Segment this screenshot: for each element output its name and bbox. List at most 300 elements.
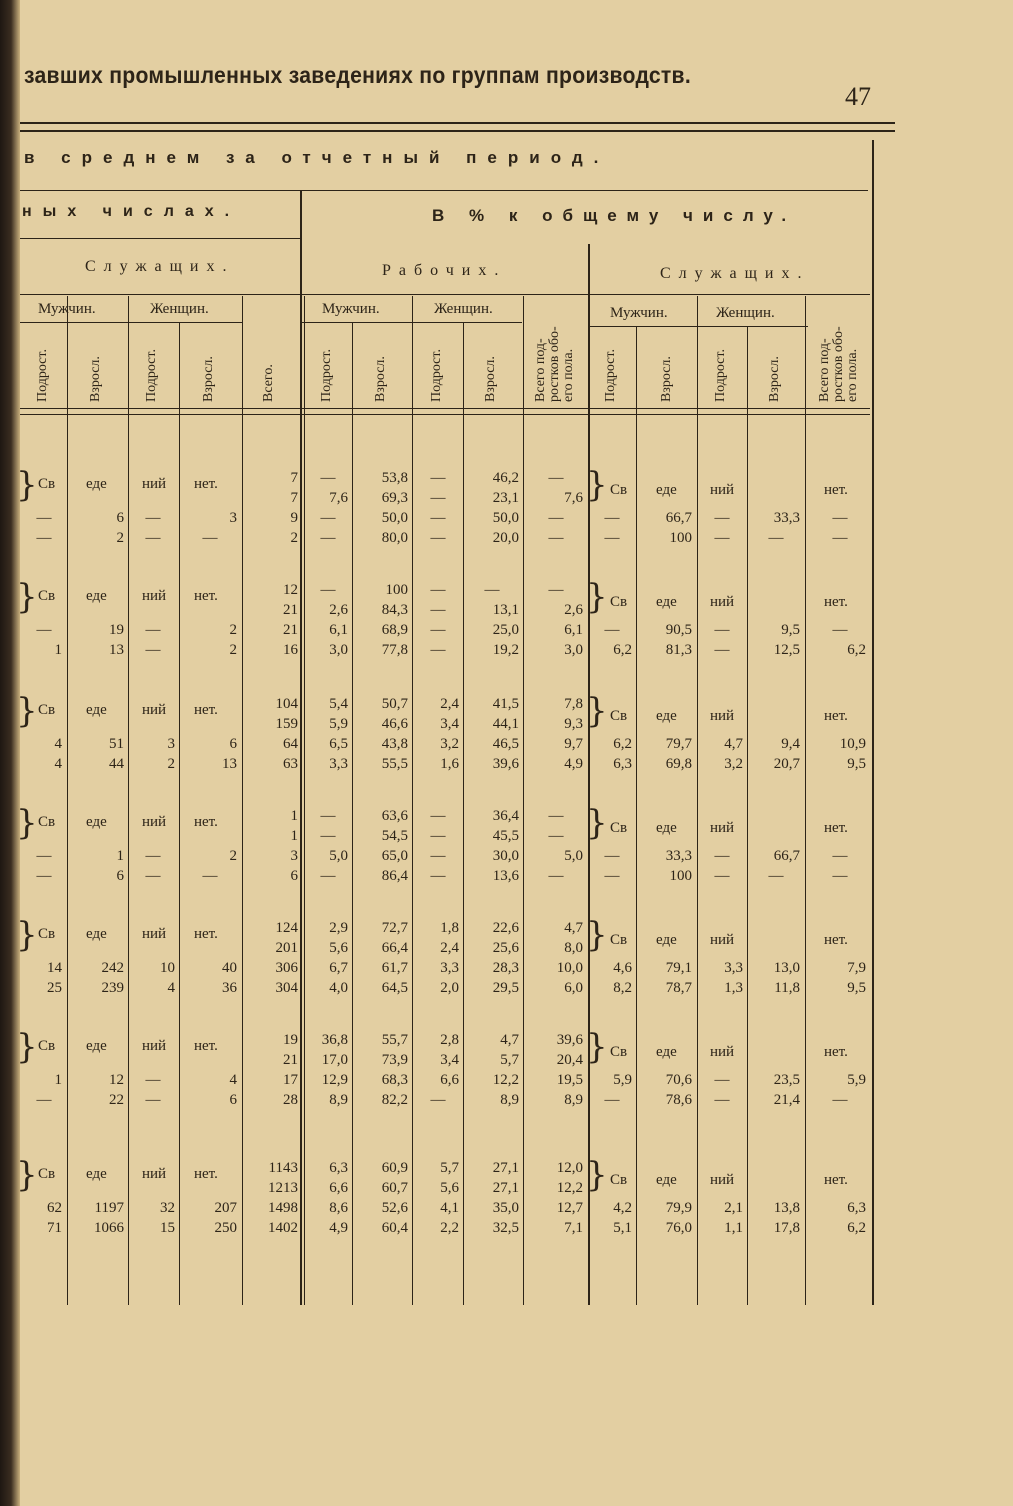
table-cell: 2,6 [329, 602, 348, 618]
table-cell: 100 [385, 582, 408, 598]
page-title: завших промышленных заведениях по группам производств. [24, 62, 691, 88]
table-cell: 72,7 [381, 920, 408, 936]
table-cell: 73,9 [381, 1052, 408, 1068]
column-header: Всего под-ростков обо-его пола. [533, 326, 576, 402]
table-cell: 207 [214, 1200, 237, 1216]
column-header: Всего. [261, 364, 276, 402]
table-cell: — [714, 868, 730, 884]
rule-abs [20, 238, 300, 239]
no-data-note: еде [86, 588, 107, 604]
brace-mark: } [586, 691, 608, 731]
table-cell: 3 [229, 510, 237, 526]
table-cell: 306 [275, 960, 298, 976]
men-label-r: Мужчин. [610, 305, 668, 321]
table-cell: 7 [290, 490, 298, 506]
table-cell: 6,5 [329, 736, 348, 752]
table-cell: 8,9 [500, 1092, 519, 1108]
table-cell: 4,6 [613, 960, 632, 976]
table-cell: 63 [283, 756, 298, 772]
table-cell: — [430, 530, 446, 546]
table-cell: 27,1 [492, 1180, 519, 1196]
table-cell: 44,1 [492, 716, 519, 732]
table-cell: 12,0 [556, 1160, 583, 1176]
no-data-note: ний [142, 588, 167, 604]
table-cell: 84,3 [381, 602, 408, 618]
heading-workers-pct: Рабочих. [382, 262, 507, 279]
brace-mark: } [586, 465, 608, 505]
table-cell: 5,4 [329, 696, 348, 712]
table-cell: — [430, 602, 446, 618]
no-data-note: нет. [824, 1172, 848, 1188]
men-label-l: Мужчин. [38, 301, 96, 317]
no-data-note: ний [142, 814, 167, 830]
table-cell: 79,1 [665, 960, 692, 976]
table-cell: 39,6 [492, 756, 519, 772]
brace-mark: } [16, 577, 38, 617]
table-cell: — [36, 530, 52, 546]
table-cell: — [145, 510, 161, 526]
no-data-note: ний [142, 702, 167, 718]
table-cell: 4 [229, 1072, 237, 1088]
rule-colhead [20, 408, 870, 409]
table-cell: 1 [290, 808, 298, 824]
table-cell: 68,3 [381, 1072, 408, 1088]
table-cell: 43,8 [381, 736, 408, 752]
table-cell: 3,0 [329, 642, 348, 658]
vrule-c3 [179, 322, 180, 1305]
no-data-note: нет. [194, 476, 218, 492]
table-cell: 10,9 [839, 736, 866, 752]
table-cell: 81,3 [665, 642, 692, 658]
table-cell: 159 [275, 716, 298, 732]
book-spine [0, 0, 20, 1506]
table-cell: 9,5 [847, 980, 866, 996]
no-data-note: нет. [194, 926, 218, 942]
table-cell: 23,5 [773, 1072, 800, 1088]
table-cell: 55,7 [381, 1032, 408, 1048]
table-cell: 20,0 [492, 530, 519, 546]
table-cell: — [145, 622, 161, 638]
table-cell: 51 [109, 736, 124, 752]
no-data-note: ний [142, 476, 167, 492]
men-label-m: Мужчин. [322, 301, 380, 317]
table-cell: 250 [214, 1220, 237, 1236]
heading-abs: ных числах. [22, 203, 241, 220]
table-cell: 100 [669, 868, 692, 884]
table-cell: 78,6 [665, 1092, 692, 1108]
table-cell: 28,3 [492, 960, 519, 976]
table-cell: — [604, 510, 620, 526]
table-cell: 2,4 [440, 940, 459, 956]
heading-serv-left: Служащих. [85, 258, 235, 275]
table-cell: 70,6 [665, 1072, 692, 1088]
no-data-note: Св [38, 588, 56, 604]
table-cell: — [145, 848, 161, 864]
table-cell: 3 [167, 736, 175, 752]
table-cell: 53,8 [381, 470, 408, 486]
no-data-note: Св [610, 932, 628, 948]
table-cell: 100 [669, 530, 692, 546]
table-cell: 29,5 [492, 980, 519, 996]
table-cell: 22 [109, 1092, 124, 1108]
table-cell: 50,7 [381, 696, 408, 712]
table-cell: 23,1 [492, 490, 519, 506]
table-cell: 21 [283, 1052, 298, 1068]
table-cell: — [714, 1092, 730, 1108]
table-cell: 12,9 [321, 1072, 348, 1088]
table-cell: 6,6 [440, 1072, 459, 1088]
table-cell: 68,9 [381, 622, 408, 638]
brace-mark: } [16, 915, 38, 955]
no-data-note: еде [656, 594, 677, 610]
table-cell: 32 [160, 1200, 175, 1216]
table-cell: 4,2 [613, 1200, 632, 1216]
table-cell: 2,0 [440, 980, 459, 996]
table-cell: 2 [116, 530, 124, 546]
table-cell: — [430, 642, 446, 658]
table-cell: 4,9 [564, 756, 583, 772]
table-cell: 12 [109, 1072, 124, 1088]
women-label-m: Женщин. [434, 301, 493, 317]
brace-mark: } [586, 915, 608, 955]
table-cell: 17,8 [773, 1220, 800, 1236]
table-cell: — [36, 510, 52, 526]
table-cell: 90,5 [665, 622, 692, 638]
table-cell: 17 [283, 1072, 298, 1088]
table-cell: 66,7 [773, 848, 800, 864]
no-data-note: ний [710, 932, 735, 948]
table-cell: 5,6 [440, 1180, 459, 1196]
table-cell: 1 [116, 848, 124, 864]
table-cell: 60,4 [381, 1220, 408, 1236]
no-data-note: нет. [824, 708, 848, 724]
brace-mark: } [586, 1027, 608, 1067]
table-cell: 8,0 [564, 940, 583, 956]
vrule-c2 [128, 296, 129, 1305]
table-cell: — [320, 582, 336, 598]
table-cell: — [320, 828, 336, 844]
heading-serv-pct: Служащих. [660, 265, 810, 282]
table-cell: — [145, 1092, 161, 1108]
table-cell: 6,2 [613, 642, 632, 658]
table-cell: 5,9 [329, 716, 348, 732]
rule-colhead-2 [20, 414, 870, 415]
table-cell: 2,9 [329, 920, 348, 936]
table-cell: 16 [283, 642, 298, 658]
table-cell: 6,3 [847, 1200, 866, 1216]
column-header: Взросл. [88, 356, 103, 402]
table-cell: — [430, 808, 446, 824]
table-cell: — [714, 1072, 730, 1088]
table-cell: 1,8 [440, 920, 459, 936]
page-number: 47 [845, 82, 871, 111]
no-data-note: нет. [824, 1044, 848, 1060]
table-cell: 2,4 [440, 696, 459, 712]
table-cell: 4,1 [440, 1200, 459, 1216]
table-cell: — [320, 808, 336, 824]
table-cell: 21 [283, 602, 298, 618]
table-cell: — [832, 510, 848, 526]
table-cell: 4 [54, 756, 62, 772]
table-cell: — [548, 510, 564, 526]
table-cell: 6,2 [847, 642, 866, 658]
table-cell: — [430, 828, 446, 844]
table-cell: 60,7 [381, 1180, 408, 1196]
table-cell: — [145, 530, 161, 546]
table-cell: 21 [283, 622, 298, 638]
table-cell: 1,6 [440, 756, 459, 772]
table-cell: 3,2 [724, 756, 743, 772]
table-cell: 19,2 [492, 642, 519, 658]
vrule-abs-pct-b [304, 296, 305, 1305]
table-cell: 2,8 [440, 1032, 459, 1048]
table-cell: 2,6 [564, 602, 583, 618]
table-cell: 4,7 [724, 736, 743, 752]
table-cell: — [430, 848, 446, 864]
table-cell: — [832, 622, 848, 638]
table-cell: 6,2 [613, 736, 632, 752]
no-data-note: еде [656, 1044, 677, 1060]
table-cell: — [145, 868, 161, 884]
table-cell: 2,1 [724, 1200, 743, 1216]
table-cell: 33,3 [773, 510, 800, 526]
table-cell: 5,7 [500, 1052, 519, 1068]
table-cell: 64 [283, 736, 298, 752]
table-cell: 4 [167, 980, 175, 996]
no-data-note: Св [610, 708, 628, 724]
no-data-note: еде [86, 1038, 107, 1054]
table-cell: 2 [167, 756, 175, 772]
column-header: Взросл. [659, 356, 674, 402]
table-cell: 1402 [268, 1220, 298, 1236]
brace-mark: } [586, 803, 608, 843]
table-cell: 60,9 [381, 1160, 408, 1176]
table-cell: 46,2 [492, 470, 519, 486]
no-data-note: Св [610, 1172, 628, 1188]
table-cell: — [430, 622, 446, 638]
table-cell: 36,8 [321, 1032, 348, 1048]
table-cell: 14 [47, 960, 62, 976]
no-data-note: ний [710, 820, 735, 836]
table-cell: 13,6 [492, 868, 519, 884]
table-cell: 33,3 [665, 848, 692, 864]
table-cell: 4,9 [329, 1220, 348, 1236]
table-cell: 9,4 [781, 736, 800, 752]
table-cell: 40 [222, 960, 237, 976]
rule-top-2 [20, 130, 895, 132]
column-header: Подрост. [144, 349, 159, 402]
table-cell: — [36, 622, 52, 638]
no-data-note: нет. [194, 1038, 218, 1054]
table-cell: 36 [222, 980, 237, 996]
table-cell: 6 [116, 510, 124, 526]
vrule-c6 [412, 296, 413, 1305]
table-cell: — [430, 1092, 446, 1108]
table-cell: — [548, 808, 564, 824]
table-cell: — [548, 868, 564, 884]
table-cell: 22,6 [492, 920, 519, 936]
no-data-note: еде [86, 1166, 107, 1182]
table-cell: 2 [229, 642, 237, 658]
table-cell: 1197 [94, 1200, 124, 1216]
no-data-note: нет. [824, 594, 848, 610]
table-cell: 79,9 [665, 1200, 692, 1216]
table-cell: 19,5 [556, 1072, 583, 1088]
table-cell: 55,5 [381, 756, 408, 772]
table-cell: 4,0 [329, 980, 348, 996]
table-cell: — [36, 1092, 52, 1108]
table-cell: 3,3 [724, 960, 743, 976]
table-cell: 124 [275, 920, 298, 936]
table-cell: 71 [47, 1220, 62, 1236]
vrule-workers-serv [588, 244, 590, 1305]
no-data-note: ний [710, 1044, 735, 1060]
table-cell: 77,8 [381, 642, 408, 658]
table-cell: 19 [283, 1032, 298, 1048]
table-cell: 11,8 [774, 980, 800, 996]
table-cell: — [430, 868, 446, 884]
table-cell: 12,5 [773, 642, 800, 658]
table-cell: 1 [290, 828, 298, 844]
table-cell: — [604, 848, 620, 864]
table-cell: 41,5 [492, 696, 519, 712]
table-cell: 8,6 [329, 1200, 348, 1216]
no-data-note: Св [610, 482, 628, 498]
column-header: Взросл. [767, 356, 782, 402]
table-cell: — [832, 848, 848, 864]
table-cell: 5,7 [440, 1160, 459, 1176]
table-cell: 13 [109, 642, 124, 658]
table-cell: 1213 [268, 1180, 298, 1196]
table-cell: — [430, 490, 446, 506]
table-cell: 9,5 [847, 756, 866, 772]
heading-period: в среднем за отчетный период. [24, 148, 610, 167]
table-cell: 54,5 [381, 828, 408, 844]
no-data-note: еде [656, 1172, 677, 1188]
table-cell: 7,6 [329, 490, 348, 506]
table-cell: — [714, 510, 730, 526]
no-data-note: еде [656, 932, 677, 948]
table-cell: 79,7 [665, 736, 692, 752]
table-cell: — [145, 1072, 161, 1088]
table-cell: — [714, 530, 730, 546]
table-cell: 1 [54, 642, 62, 658]
brace-mark: } [586, 577, 608, 617]
table-cell: 6,0 [564, 980, 583, 996]
table-cell: 6,6 [329, 1180, 348, 1196]
table-cell: — [832, 530, 848, 546]
table-cell: 104 [275, 696, 298, 712]
no-data-note: ний [142, 1166, 167, 1182]
table-cell: 28 [283, 1092, 298, 1108]
rule-period [20, 190, 868, 191]
table-cell: 19 [109, 622, 124, 638]
table-cell: 46,5 [492, 736, 519, 752]
column-header: Подрост. [603, 349, 618, 402]
rule-groups [20, 294, 870, 295]
rule-top-1 [20, 122, 895, 124]
table-cell: 5,0 [564, 848, 583, 864]
table-cell: 4,7 [500, 1032, 519, 1048]
table-cell: 7 [290, 470, 298, 486]
table-cell: 7,9 [847, 960, 866, 976]
table-cell: 12,7 [556, 1200, 583, 1216]
table-cell: — [714, 848, 730, 864]
table-cell: 9 [290, 510, 298, 526]
table-cell: 69,3 [381, 490, 408, 506]
table-cell: 3 [290, 848, 298, 864]
no-data-note: Св [610, 594, 628, 610]
table-cell: 1066 [94, 1220, 124, 1236]
table-cell: 17,0 [321, 1052, 348, 1068]
table-cell: 78,7 [665, 980, 692, 996]
no-data-note: Св [610, 1044, 628, 1060]
table-cell: 242 [101, 960, 124, 976]
table-cell: — [202, 530, 218, 546]
table-cell: — [832, 868, 848, 884]
table-cell: 1,3 [724, 980, 743, 996]
table-cell: 12 [283, 582, 298, 598]
table-cell: 5,9 [847, 1072, 866, 1088]
table-cell: 66,4 [381, 940, 408, 956]
column-header: Взросл. [373, 356, 388, 402]
no-data-note: нет. [194, 588, 218, 604]
table-cell: 5,0 [329, 848, 348, 864]
vrule-c8 [523, 296, 524, 1305]
no-data-note: еде [86, 814, 107, 830]
table-cell: 5,1 [613, 1220, 632, 1236]
table-cell: — [604, 530, 620, 546]
table-cell: 13,1 [492, 602, 519, 618]
table-cell: 52,6 [381, 1200, 408, 1216]
table-cell: 25,6 [492, 940, 519, 956]
table-cell: 20,7 [773, 756, 800, 772]
no-data-note: ний [710, 482, 735, 498]
table-cell: 3,2 [440, 736, 459, 752]
table-cell: — [320, 470, 336, 486]
table-cell: 3,3 [329, 756, 348, 772]
column-header: Взросл. [201, 356, 216, 402]
table-cell: 3,0 [564, 642, 583, 658]
table-cell: 6,1 [329, 622, 348, 638]
table-cell: — [768, 530, 784, 546]
table-cell: 10,0 [556, 960, 583, 976]
table-cell: — [548, 582, 564, 598]
table-cell: 9,3 [564, 716, 583, 732]
table-cell: 8,2 [613, 980, 632, 996]
no-data-note: Св [38, 1038, 56, 1054]
table-cell: 1 [54, 1072, 62, 1088]
table-cell: 6,3 [329, 1160, 348, 1176]
table-cell: — [604, 622, 620, 638]
table-cell: 4,7 [564, 920, 583, 936]
table-cell: 7,8 [564, 696, 583, 712]
no-data-note: нет. [194, 814, 218, 830]
table-cell: 44 [109, 756, 124, 772]
table-cell: — [714, 642, 730, 658]
table-cell: 4 [54, 736, 62, 752]
table-cell: 7,1 [564, 1220, 583, 1236]
brace-mark: } [16, 465, 38, 505]
table-cell: 76,0 [665, 1220, 692, 1236]
no-data-note: нет. [194, 1166, 218, 1182]
table-cell: 6,2 [847, 1220, 866, 1236]
table-cell: 12,2 [556, 1180, 583, 1196]
no-data-note: еде [86, 702, 107, 718]
no-data-note: ний [710, 708, 735, 724]
table-cell: — [145, 642, 161, 658]
table-cell: 5,9 [613, 1072, 632, 1088]
